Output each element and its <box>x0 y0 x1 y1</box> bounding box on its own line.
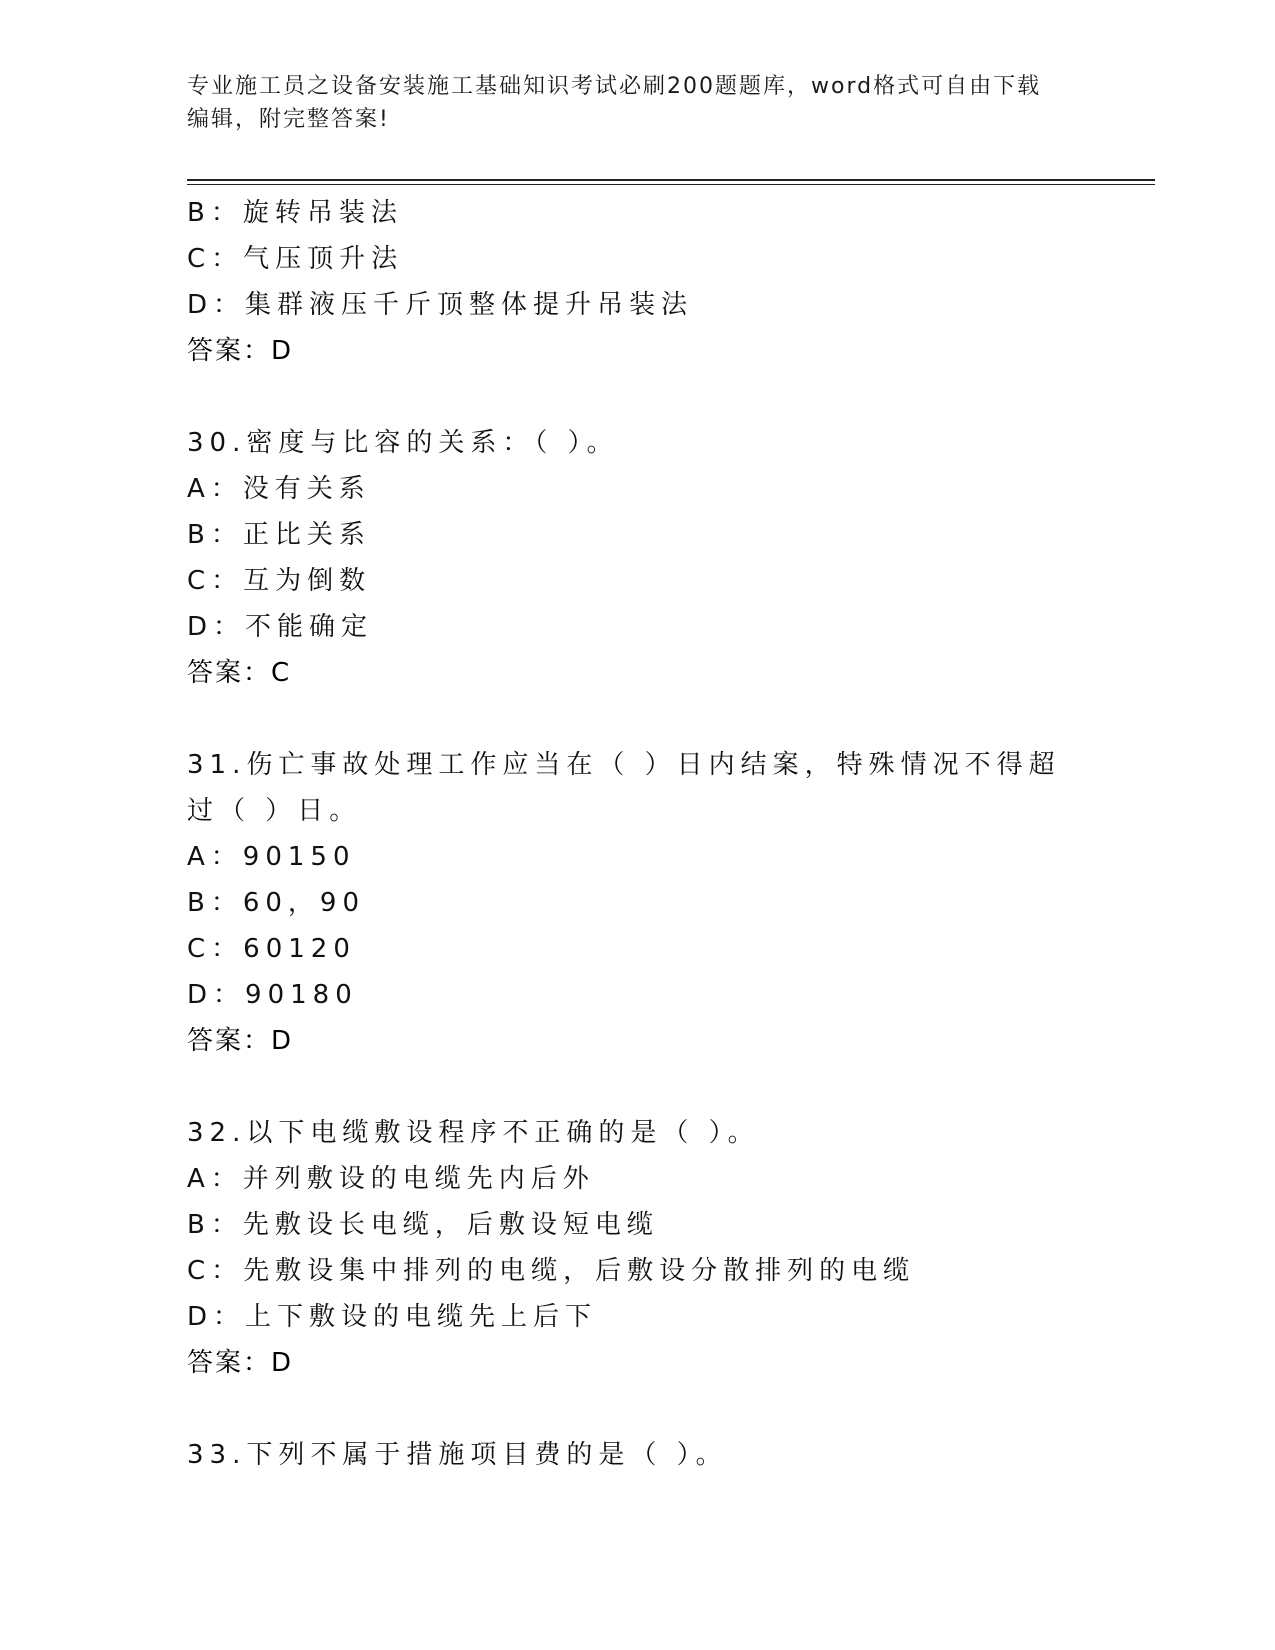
option-c: C：互为倒数 <box>187 566 372 596</box>
question-33 <box>187 1432 1087 1478</box>
option-c: C：先敷设集中排列的电缆，后敷设分散排列的电缆 <box>187 1256 916 1286</box>
question-32 <box>187 1110 1087 1386</box>
question-31 <box>187 742 1087 1064</box>
answer: 答案：D <box>187 1026 294 1056</box>
spacer <box>187 1064 1087 1110</box>
answer: 答案：D <box>187 336 294 366</box>
question-text: 30.密度与比容的关系：（ ）。 <box>187 428 619 458</box>
option-b: B：60，90 <box>187 888 366 918</box>
answer: 答案：C <box>187 658 292 688</box>
option-d: D：90180 <box>187 980 358 1010</box>
header-title-line-2: 编辑，附完整答案! <box>187 107 390 132</box>
option-b: B：正比关系 <box>187 520 371 550</box>
option-a: A：没有关系 <box>187 474 371 504</box>
question-text: 32.以下电缆敷设程序不正确的是（ ）。 <box>187 1118 760 1148</box>
option-a: A：90150 <box>187 842 356 872</box>
option-b: B：旋转吊装法 <box>187 198 403 228</box>
header-divider-thin <box>187 184 1155 185</box>
spacer <box>187 696 1087 742</box>
option-d: D：上下敷设的电缆先上后下 <box>187 1302 598 1332</box>
answer: 答案：D <box>187 1348 294 1378</box>
question-text: 33.下列不属于措施项目费的是（ ）。 <box>187 1440 728 1470</box>
question-30 <box>187 420 1087 696</box>
question-29 <box>187 190 1087 374</box>
option-c: C：气压顶升法 <box>187 244 404 274</box>
question-content <box>187 190 1087 1478</box>
spacer <box>187 1386 1087 1432</box>
question-text: 31.伤亡事故处理工作应当在（ ）日内结案，特殊情况不得超过（ ）日。 <box>187 750 1061 826</box>
header-divider-thick <box>187 179 1155 181</box>
option-d: D：集群液压千斤顶整体提升吊装法 <box>187 290 694 320</box>
spacer <box>187 374 1087 420</box>
document-header <box>187 70 1087 136</box>
header-title-line-1: 专业施工员之设备安装施工基础知识考试必刷200题题库，word格式可自由下载 <box>187 74 1042 99</box>
option-d: D：不能确定 <box>187 612 374 642</box>
option-b: B：先敷设长电缆，后敷设短电缆 <box>187 1210 659 1240</box>
option-c: C：60120 <box>187 934 356 964</box>
option-a: A：并列敷设的电缆先内后外 <box>187 1164 595 1194</box>
